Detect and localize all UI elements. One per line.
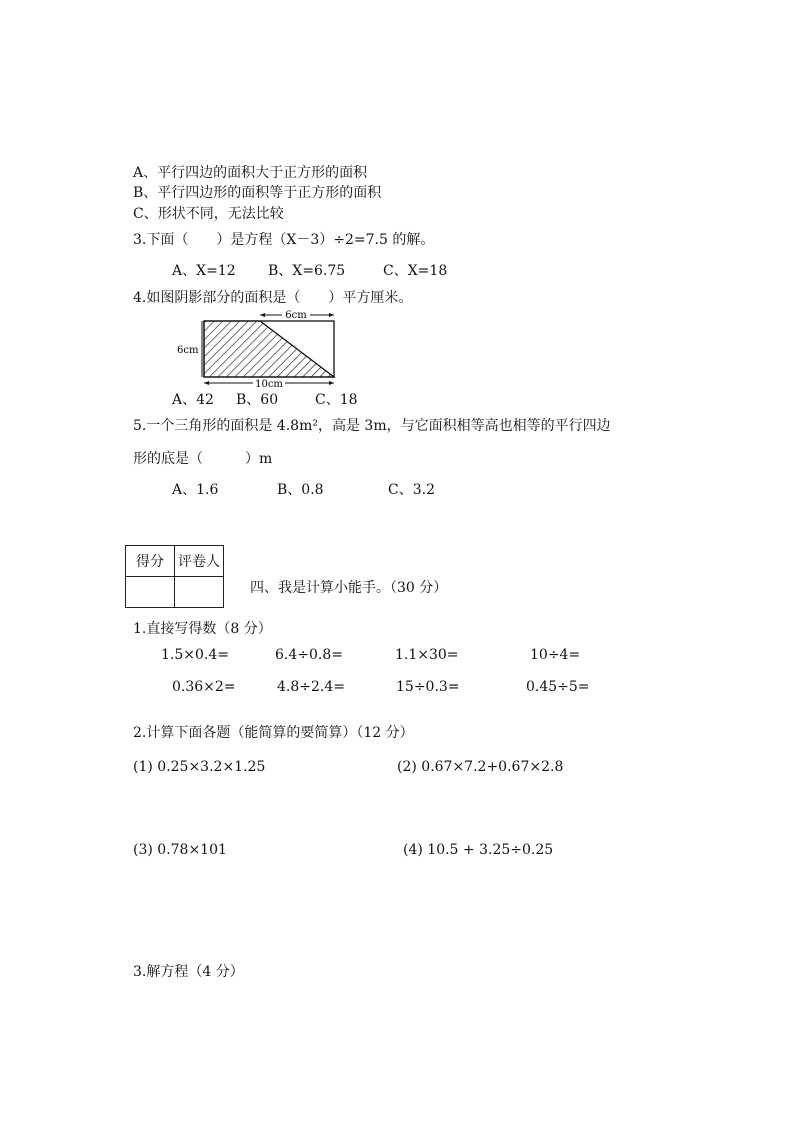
score-header: 得分	[126, 546, 175, 577]
q5-stem-line2: 形的底是（ ）m	[133, 451, 273, 467]
figure-shaded-region	[204, 321, 334, 377]
q2-option-a: A、平行四边的面积大于正方形的面积	[133, 165, 368, 181]
q4-option-b: B、60	[236, 392, 279, 408]
trapezoid-figure	[176, 308, 342, 392]
q3-option-b: B、X=6.75	[268, 263, 346, 279]
part1-title: 1.直接写得数（8 分）	[133, 621, 272, 637]
calc-2-4: 0.45÷5=	[526, 679, 590, 695]
calc-2-3: 15÷0.3=	[396, 679, 460, 695]
part2-title: 2.计算下面各题（能简算的要简算）（12 分）	[133, 725, 414, 741]
q4-option-a: A、42	[172, 392, 214, 408]
problem-4: (4) 10.5 + 3.25÷0.25	[403, 842, 554, 858]
calc-1-2: 6.4÷0.8=	[275, 647, 343, 663]
calc-2-1: 0.36×2=	[172, 679, 236, 695]
problem-1: (1) 0.25×3.2×1.25	[133, 759, 266, 775]
q4-stem: 4.如图阴影部分的面积是（ ）平方厘米。	[133, 290, 413, 306]
bottom-dimension-label: 10cm	[255, 379, 283, 390]
q3-option-c: C、X=18	[383, 263, 448, 279]
top-arrow-left	[260, 313, 265, 317]
calc-1-3: 1.1×30=	[395, 647, 459, 663]
score-cell[interactable]	[126, 577, 175, 608]
top-dimension-label: 6cm	[285, 310, 307, 321]
part3-title: 3.解方程（4 分）	[133, 964, 244, 980]
q4-option-c: C、18	[315, 392, 358, 408]
q5-option-a: A、1.6	[172, 482, 219, 498]
grader-cell[interactable]	[175, 577, 224, 608]
q2-option-b: B、平行四边形的面积等于正方形的面积	[133, 185, 382, 201]
bottom-arrow-right	[329, 381, 334, 385]
calc-1-1: 1.5×0.4=	[161, 647, 229, 663]
grader-header: 评卷人	[175, 546, 224, 577]
bottom-arrow-left	[204, 381, 209, 385]
calc-2-2: 4.8÷2.4=	[277, 679, 345, 695]
q3-option-a: A、X=12	[172, 263, 236, 279]
q2-option-c: C、形状不同，无法比较	[133, 206, 284, 222]
section4-title: 四、我是计算小能手。（30 分）	[250, 580, 448, 596]
problem-3: (3) 0.78×101	[133, 842, 227, 858]
problem-2: (2) 0.67×7.2+0.67×2.8	[397, 759, 564, 775]
q5-option-c: C、3.2	[388, 482, 435, 498]
left-dimension-label: 6cm	[177, 345, 199, 356]
calc-1-4: 10÷4=	[530, 647, 581, 663]
q3-stem: 3.下面（ ）是方程（X－3）÷2=7.5 的解。	[133, 232, 435, 248]
q5-stem-line1: 5.一个三角形的面积是 4.8m²，高是 3m，与它面积相等高也相等的平行四边	[133, 418, 611, 434]
q5-option-b: B、0.8	[277, 482, 324, 498]
top-arrow-right	[329, 313, 334, 317]
score-table	[125, 545, 224, 608]
